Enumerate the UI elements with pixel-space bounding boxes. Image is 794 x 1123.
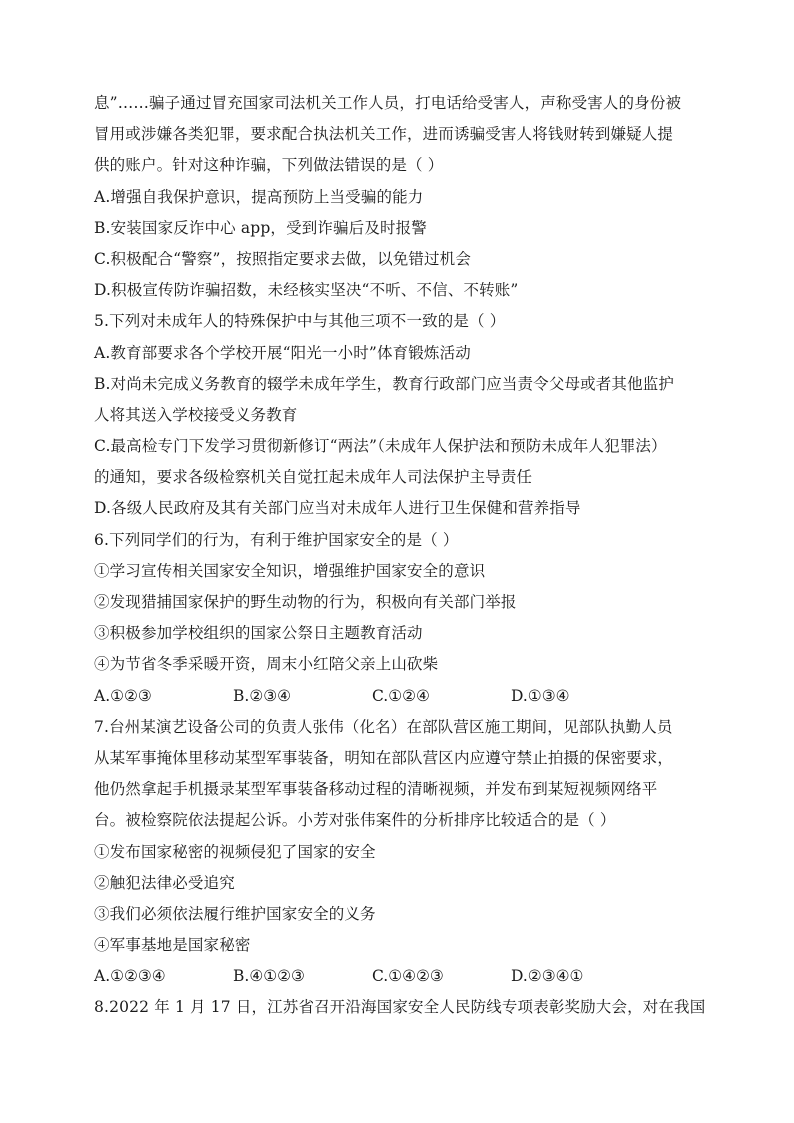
question-stem-line: 台。被检察院依法提起公诉。小芳对张伟案件的分析排序比较适合的是（ ） bbox=[94, 811, 616, 830]
choice-d: D.①③④ bbox=[511, 686, 570, 705]
question-stem: 6.下列同学们的行为，有利于维护国家安全的是（ ） bbox=[94, 530, 459, 549]
option-d: D.各级人民政府及其有关部门应当对未成年人进行卫生保健和营养指导 bbox=[94, 499, 581, 518]
question-stem-line: 7.台州某演艺设备公司的负责人张伟（化名）在部队营区施工期间，见部队执勤人员 bbox=[94, 717, 673, 736]
option-c: C.最高检专门下发学习贯彻新修订“两法”（未成年人保护法和预防未成年人犯罪法） bbox=[94, 437, 667, 456]
question-stem-line: 冒用或涉嫌各类犯罪，要求配合执法机关工作，进而诱骗受害人将钱财转到嫌疑人提 bbox=[94, 125, 674, 144]
question-stem-line: 他仍然拿起手机摄录某型军事装备移动过程的清晰视频，并发布到某短视频网络平 bbox=[94, 780, 658, 799]
exam-page bbox=[94, 88, 704, 1024]
question-6 bbox=[94, 525, 704, 712]
question-7 bbox=[94, 712, 704, 993]
choice-a: A.①②③ bbox=[94, 686, 152, 705]
question-stem-line: 8.2022 年 1 月 17 日，江苏省召开沿海国家安全人民防线专项表彰奖励大会，对在我国 bbox=[94, 998, 706, 1017]
choice-c: C.①④②③ bbox=[372, 967, 444, 986]
option-b-continued: 人将其送入学校接受义务教育 bbox=[94, 405, 298, 424]
option-d: D.积极宣传防诈骗招数，未经核实坚决“不听、不信、不转账” bbox=[94, 281, 519, 300]
statement-item: ①发布国家秘密的视频侵犯了国家的安全 bbox=[94, 842, 376, 861]
statement-item: ④为节省冬季采暖开资，周末小红陪父亲上山砍柴 bbox=[94, 655, 439, 674]
statement-item: ②发现猎捕国家保护的野生动物的行为，积极向有关部门举报 bbox=[94, 593, 517, 611]
statement-item: ③积极参加学校组织的国家公祭日主题教育活动 bbox=[94, 624, 423, 643]
option-b: B.安装国家反诈中心 app，受到诈骗后及时报警 bbox=[94, 218, 427, 237]
statement-item: ③我们必须依法履行维护国家安全的义务 bbox=[94, 904, 376, 923]
question-5 bbox=[94, 306, 704, 524]
choice-row bbox=[94, 961, 704, 992]
question-8 bbox=[94, 992, 704, 1023]
option-a: A.增强自我保护意识，提高预防上当受骗的能力 bbox=[94, 187, 424, 206]
question-4 bbox=[94, 88, 704, 306]
question-stem-line: 供的账户。针对这种诈骗，下列做法错误的是（ ） bbox=[94, 156, 444, 175]
choice-c: C.①②④ bbox=[372, 686, 430, 705]
choice-b: B.②③④ bbox=[233, 686, 292, 705]
question-stem-line: 息”……骗子通过冒充国家司法机关工作人员，打电话给受害人，声称受害人的身份被 bbox=[94, 94, 682, 112]
choice-b: B.④①②③ bbox=[233, 967, 305, 986]
statement-item: ①学习宣传相关国家安全知识，增强维护国家安全的意识 bbox=[94, 561, 486, 580]
question-stem-line: 从某军事掩体里移动某型军事装备，明知在部队营区内应遵守禁止拍摄的保密要求， bbox=[94, 748, 674, 767]
choice-a: A.①②③④ bbox=[94, 967, 166, 986]
question-stem: 5.下列对未成年人的特殊保护中与其他三项不一致的是（ ） bbox=[94, 312, 506, 331]
option-c-continued: 的通知，要求各级检察机关自觉扛起未成年人司法保护主导责任 bbox=[94, 468, 533, 487]
option-a: A.教育部要求各个学校开展“阳光一小时”体育锻炼活动 bbox=[94, 343, 471, 362]
statement-item: ②触犯法律必受追究 bbox=[94, 873, 235, 892]
statement-item: ④军事基地是国家秘密 bbox=[94, 936, 251, 955]
choice-d: D.②③④① bbox=[511, 967, 584, 986]
choice-row bbox=[94, 681, 704, 712]
option-b: B.对尚未完成义务教育的辍学未成年学生，教育行政部门应当责令父母或者其他监护 bbox=[94, 374, 675, 393]
option-c: C.积极配合“警察”，按照指定要求去做，以免错过机会 bbox=[94, 249, 471, 268]
